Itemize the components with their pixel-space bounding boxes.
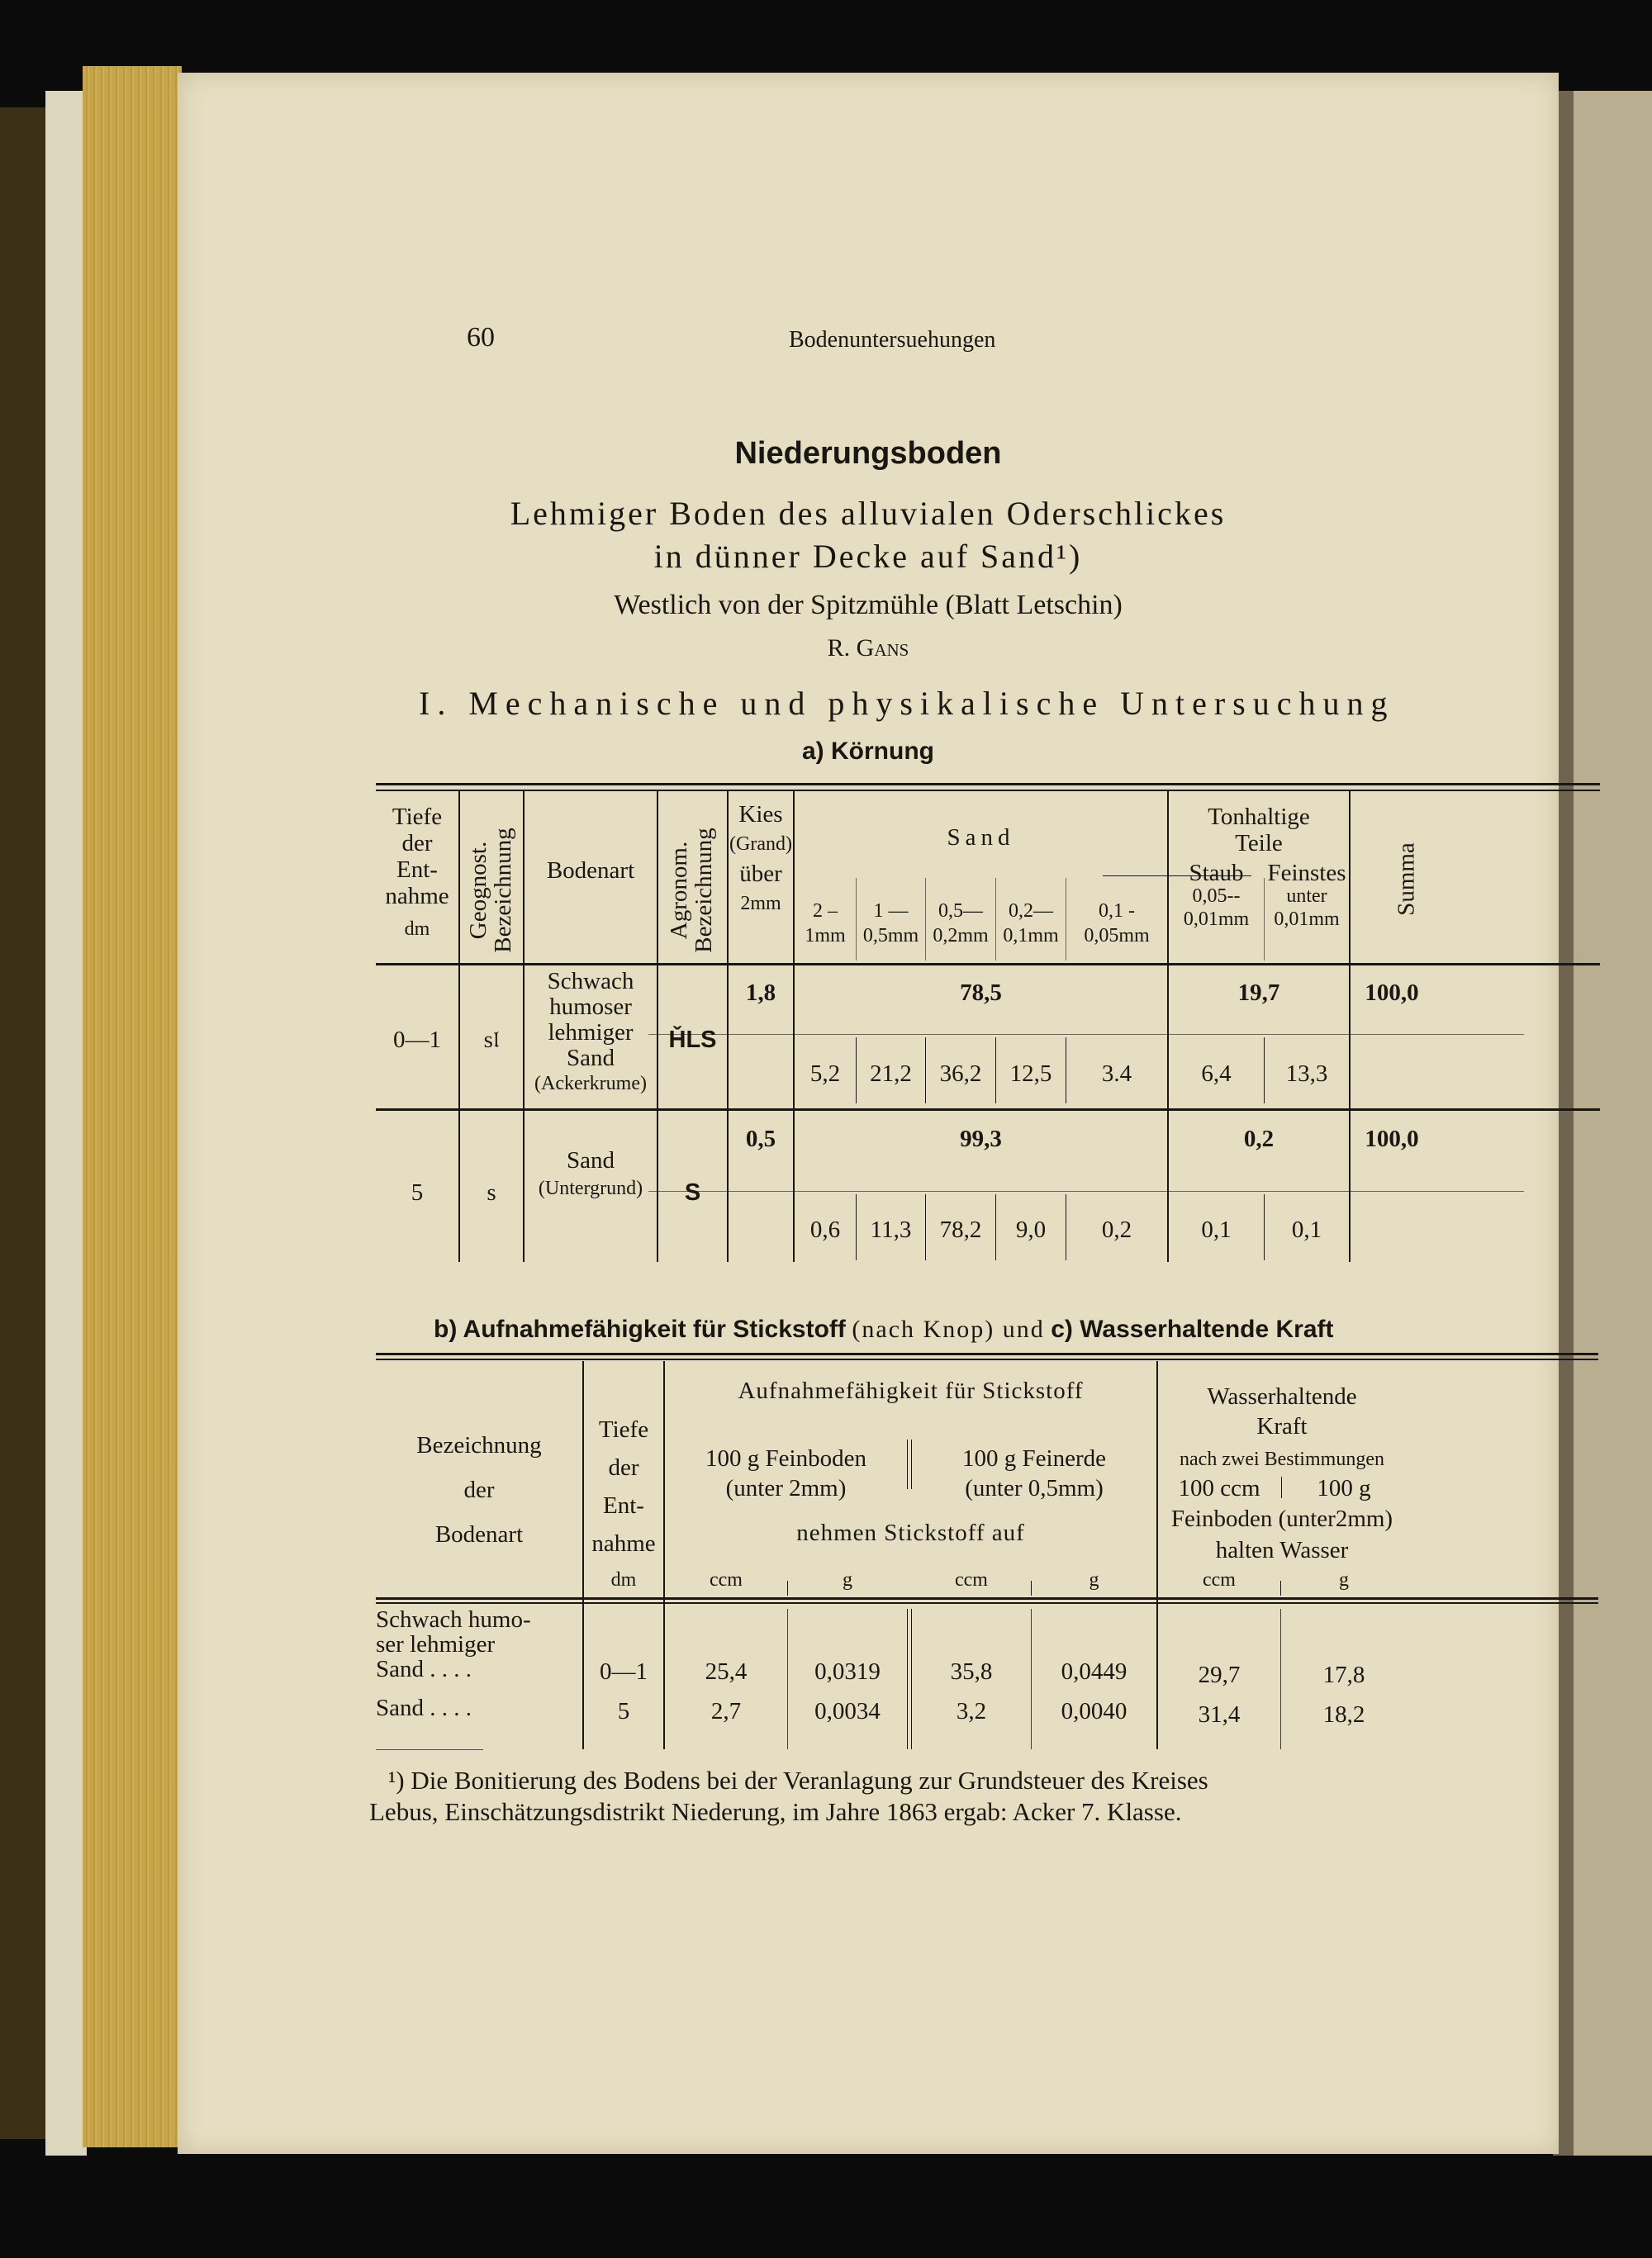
row2-agronom: S [684, 1179, 701, 1206]
location-line: Westlich von der Spitzmühle (Blatt Letschin) [614, 590, 1123, 620]
row2-sand-3: 78,2 [939, 1217, 982, 1243]
header-summa: Summa [1393, 842, 1420, 916]
row2-feinstes: 0,1 [1291, 1217, 1322, 1243]
t2-header-tiefe: Tiefe der Ent- nahme [591, 1416, 656, 1557]
subsection-a-heading: a) Körnung [802, 738, 934, 765]
page-number: 60 [467, 322, 495, 353]
row1-summa: 100,0 [1365, 980, 1419, 1006]
header-tiefe: Tiefe der Ent- nahme dm [385, 804, 449, 940]
t2-unit-1: ccm [710, 1569, 743, 1591]
t2-header-halten: halten Wasser [1215, 1537, 1349, 1563]
row1-ton-total: 19,7 [1237, 980, 1280, 1006]
t2-unit-3: ccm [955, 1569, 988, 1591]
t2-row2-v6: 18,2 [1322, 1701, 1365, 1728]
t2-header-100ccm: 100 ccm [1178, 1475, 1260, 1501]
section-heading: I. Mechanische und physikalische Untersuchung [419, 685, 1395, 722]
header-sand-01-005: 0,1 - 0,05mm [1084, 900, 1150, 946]
t2-header-nehmen: nehmen Stickstoff auf [796, 1520, 1025, 1546]
running-head: Bodenuntersuehungen [789, 327, 996, 353]
row1-sand-1: 5,2 [809, 1060, 841, 1087]
row1-sand-2: 21,2 [870, 1060, 912, 1087]
subtitle-line-2: in dünner Decke auf Sand¹) [653, 538, 1083, 575]
header-sand: Sand [947, 824, 1015, 851]
row2-sand-4: 9,0 [1015, 1217, 1047, 1243]
header-bodenart: Bodenart [546, 857, 635, 884]
page-title: Niederungsboden [734, 436, 1002, 471]
row2-staub: 0,1 [1201, 1217, 1232, 1243]
t2-row2-v3: 3,2 [956, 1698, 987, 1724]
t2-row2-v1: 2,7 [710, 1698, 742, 1724]
t2-row1-name: Schwach humo- ser lehmiger Sand . . . . [376, 1606, 531, 1682]
t2-header-feinerde: 100 g Feinerde (unter 0,5mm) [962, 1445, 1106, 1501]
t2-unit-4: g [1089, 1569, 1099, 1591]
header-sand-1-05: 1 — 0,5mm [862, 900, 919, 946]
row1-tiefe: 0—1 [393, 1027, 441, 1053]
t2-row1-v6: 17,8 [1322, 1662, 1365, 1688]
row2-sand-total: 99,3 [960, 1126, 1002, 1152]
book-page [178, 73, 1559, 2154]
t2-header-feinboden: 100 g Feinboden (unter 2mm) [705, 1445, 866, 1501]
row1-feinstes: 13,3 [1285, 1060, 1328, 1087]
row1-sand-total: 78,5 [960, 980, 1002, 1006]
header-staub: Staub 0,05-- 0,01mm [1183, 860, 1250, 930]
row1-sand-3: 36,2 [939, 1060, 982, 1087]
header-sand-2-1: 2 – 1mm [805, 900, 846, 946]
t2-header-bezeichnung: Bezeichnung der Bodenart [416, 1432, 542, 1548]
row1-kies: 1,8 [745, 980, 776, 1006]
row2-geognost: s [487, 1179, 496, 1206]
t2-row1-tiefe: 0—1 [600, 1658, 648, 1685]
t2-unit-dm: dm [610, 1569, 637, 1591]
row1-geognost: s𝔩 [483, 1027, 500, 1053]
row2-bodenart: Sand (Untergrund) [538, 1147, 643, 1199]
footnote-line-1: ¹) Die Bonitierung des Bodens bei der Veranlagung zur Grundsteuer des Kreises [388, 1766, 1208, 1795]
header-sand-02-01: 0,2— 0,1mm [1003, 900, 1059, 946]
subsection-bc-heading: b) Aufnahmefähigkeit für Stickstoff (nach Knop) und c) Wasserhaltende Kraft [434, 1316, 1334, 1343]
t2-header-aufnahme: Aufnahmefähigkeit für Stickstoff [738, 1378, 1084, 1404]
header-feinstes: Feinstes unter 0,01mm [1267, 860, 1346, 930]
t2-header-wasser: Wasserhaltende Kraft [1207, 1383, 1357, 1440]
author-line: R. Gans [827, 634, 909, 662]
t2-row2-v2: 0,0034 [814, 1698, 881, 1724]
row2-ton-total: 0,2 [1243, 1126, 1275, 1152]
t2-row2-name: Sand . . . . [376, 1695, 472, 1721]
t2-row1-v4: 0,0449 [1061, 1658, 1127, 1685]
row2-sand-1: 0,6 [809, 1217, 841, 1243]
header-tonhaltige: Tonhaltige Teile [1208, 804, 1310, 856]
row1-sand-4: 12,5 [1009, 1060, 1052, 1087]
header-geognost: Geognost. Bezeichnung [465, 828, 516, 953]
t2-unit-2: g [843, 1569, 852, 1591]
t2-unit-6: g [1339, 1569, 1349, 1591]
t2-row2-tiefe: 5 [617, 1698, 630, 1724]
t2-row1-v5: 29,7 [1198, 1662, 1241, 1688]
row2-summa: 100,0 [1365, 1126, 1419, 1152]
header-sand-05-02: 0,5— 0,2mm [933, 900, 989, 946]
subtitle-line-1: Lehmiger Boden des alluvialen Oderschlickes [510, 495, 1227, 532]
row2-kies: 0,5 [745, 1126, 776, 1152]
page-edges [83, 66, 182, 2147]
t2-unit-5: ccm [1203, 1569, 1236, 1591]
t2-row2-v4: 0,0040 [1061, 1698, 1127, 1724]
row2-sand-2: 11,3 [870, 1217, 912, 1243]
adjacent-book-edge [0, 107, 50, 2139]
row1-staub: 6,4 [1201, 1060, 1232, 1087]
t2-row1-v2: 0,0319 [814, 1658, 881, 1685]
row1-agronom: ȞLS [668, 1027, 717, 1053]
header-kies: Kies (Grand) über 2mm [729, 801, 792, 914]
row2-tiefe: 5 [411, 1179, 424, 1206]
t2-row2-v5: 31,4 [1198, 1701, 1241, 1728]
t2-row1-v3: 35,8 [950, 1658, 993, 1685]
t2-header-wasser-note: nach zwei Bestimmungen [1180, 1449, 1384, 1470]
row2-sand-5: 0,2 [1101, 1217, 1132, 1243]
row1-sand-5: 3.4 [1101, 1060, 1132, 1087]
t2-row1-v1: 25,4 [705, 1658, 748, 1685]
header-agronom: Agronom. Bezeichnung [666, 828, 717, 953]
t2-header-100g: 100 g [1317, 1475, 1371, 1501]
row1-bodenart: Schwach humoser lehmiger Sand (Ackerkrume) [534, 968, 647, 1094]
adjacent-page-strip [45, 91, 87, 2156]
footnote-line-2: Lebus, Einschätzungsdistrikt Niederung, im Jahre 1863 ergab: Acker 7. Klasse. [369, 1797, 1182, 1826]
t2-header-wasser-feinboden: Feinboden (unter2mm) [1170, 1506, 1393, 1532]
